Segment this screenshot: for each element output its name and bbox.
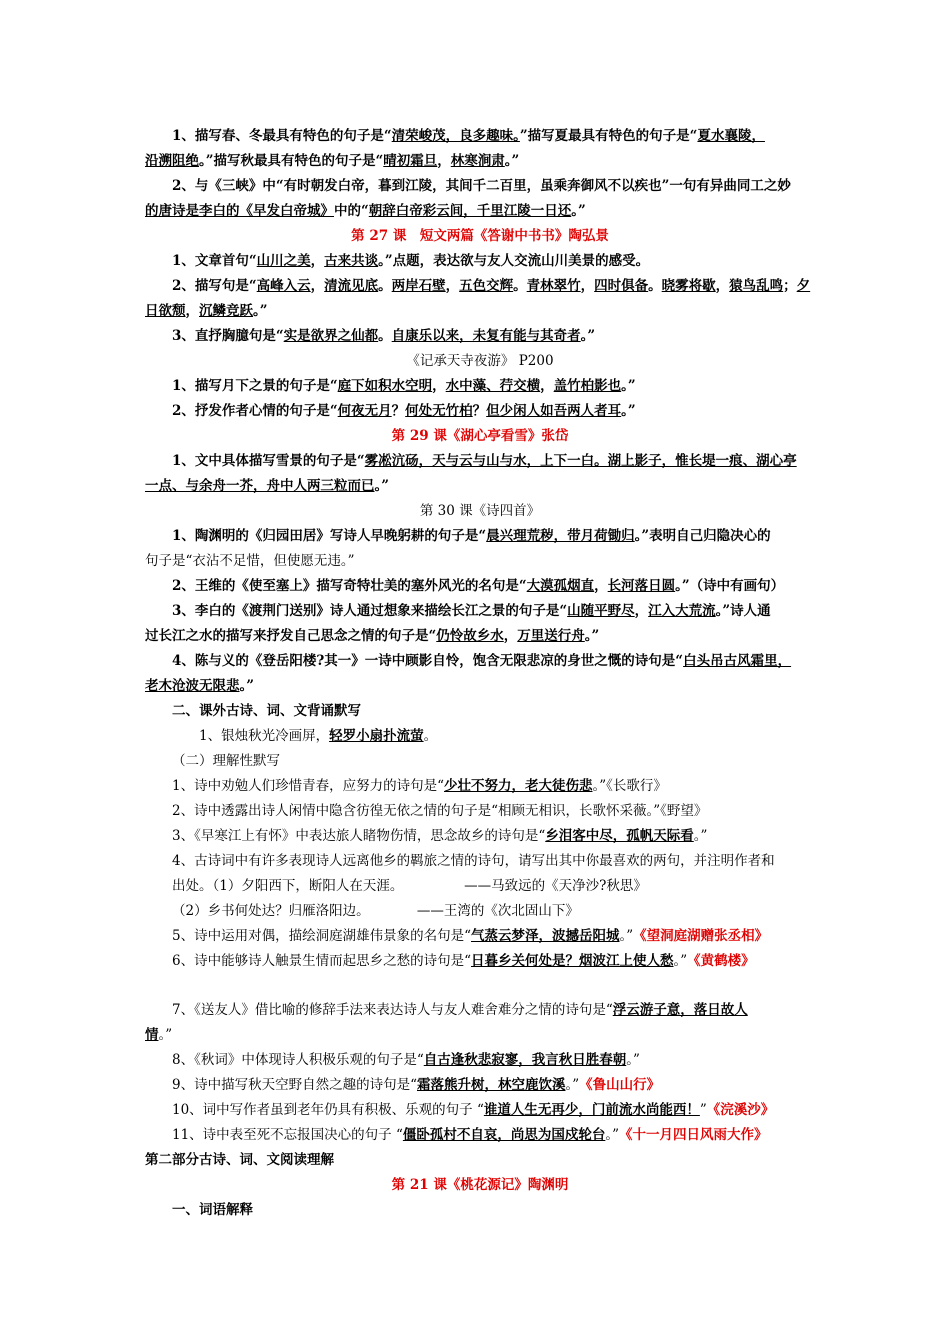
text-segment: 。 [513, 278, 527, 294]
answer-text: 轻罗小扇扑流萤 [329, 728, 424, 744]
answer-text: 水中藻、荇交横 [445, 378, 541, 394]
answer-text: 自康乐以来，未复有能与其奇者 [391, 328, 581, 344]
text-segment: 。” [565, 1077, 580, 1093]
text-segment: ”描写夏最具有特色的句子是“ [519, 128, 698, 144]
text-segment: 。 [378, 278, 392, 294]
text-segment: 。 [378, 328, 392, 344]
answer-text: 一点、与余舟一芥，舟中人两三粒而已 [145, 478, 375, 494]
text-segment: 。” [626, 1052, 640, 1068]
text-segment: 10、词中写作者虽到老年仍具有积极、乐观的句子 “ [172, 1102, 484, 1118]
text-segment: 3、《早寒江上有怀》中表达旅人睹物伤情，思念故乡的诗句是“ [172, 828, 546, 844]
text-line [145, 1198, 815, 1223]
text-segment: ， [310, 278, 325, 294]
text-line [145, 1073, 815, 1098]
answer-text: 实是欲界之仙都 [283, 328, 379, 344]
text-segment: ， [580, 278, 595, 294]
text-segment: 二、课外古诗、词、文背诵默写 [172, 703, 361, 719]
answer-text: 山川之美 [256, 253, 311, 269]
blank-line [145, 974, 815, 998]
text-segment: 。” [158, 1027, 173, 1043]
answer-text: 大漠孤烟直 [526, 578, 595, 594]
answer-text: 庭下如积水空明 [337, 378, 433, 394]
answer-text: 何夜无月 [337, 403, 392, 419]
text-segment: 。” [504, 153, 520, 169]
section-heading [145, 499, 815, 524]
text-line [145, 549, 815, 574]
text-line [145, 1048, 815, 1073]
answer-text: 沿溯阻绝 [145, 153, 199, 169]
text-segment: 一、词语解释 [172, 1202, 253, 1218]
text-segment: ， [185, 303, 199, 319]
text-segment: ， [715, 278, 730, 294]
text-line [145, 574, 815, 599]
text-segment: 2、抒发作者心情的句子是“ [172, 403, 338, 419]
text-segment: ” [699, 1102, 707, 1118]
text-segment: 1、诗中劝勉人们珍惜青春，应努力的诗句是“ [172, 778, 444, 794]
text-segment: 7、《送友人》借比喻的修辞手法来表达诗人与友人难舍难分之情的诗句是“ [172, 1002, 613, 1018]
text-segment: ， [437, 153, 451, 169]
answer-text: 浮云游子意，落日故人 [612, 1002, 748, 1018]
text-segment: 5、诗中运用对偶，描绘洞庭湖雄伟景象的名句是“ [172, 928, 471, 944]
text-segment: 。 [423, 728, 438, 744]
text-line [145, 624, 815, 649]
answer-text: 日暮乡关何处是？烟波江上使人愁 [471, 953, 674, 969]
text-line [145, 599, 815, 624]
text-segment: 。” [374, 478, 390, 494]
answer-text: 四时俱备 [594, 278, 649, 294]
text-segment: 3、直抒胸臆句是“ [172, 328, 284, 344]
answer-text: 猿鸟乱鸣 [729, 278, 784, 294]
text-segment: ， [432, 378, 446, 394]
text-segment: 《记承天寺夜游》 P200 [406, 353, 554, 369]
text-segment: 11、诗中表至死不忘报国决心的句子 “ [172, 1127, 403, 1143]
answer-text: 青林翠竹 [526, 278, 581, 294]
text-line [145, 1148, 815, 1173]
answer-text: 霜落熊升树，林空鹿饮溪 [417, 1077, 566, 1093]
answer-text: 林寒涧肃 [450, 153, 505, 169]
text-line [145, 524, 815, 549]
text-segment: 。” [239, 678, 255, 694]
text-line [145, 749, 815, 774]
source-title: 《望洞庭湖赠张丞相》 [633, 928, 769, 944]
text-line [145, 824, 815, 849]
text-segment: 2、与《三峡》中“有时朝发白帝，暮到江陵，其间千二百里，虽乘奔御风不以疾也”一句有异曲同工之妙 [172, 178, 791, 194]
text-segment: 中的“ [334, 203, 369, 219]
text-segment: 。” [605, 1127, 620, 1143]
answer-text: 江入大荒流 [648, 603, 716, 619]
text-segment: 4、陈与义的《登岳阳楼?其一》一诗中顾影自怜，饱含无限悲凉的身世之慨的诗句是“ [172, 653, 684, 669]
answer-text: 山随平野尽 [567, 603, 635, 619]
section-heading [145, 349, 815, 374]
text-segment: 8、《秋词》中体现诗人积极乐观的句子是“ [172, 1052, 424, 1068]
text-segment: 1、描写春、冬最具有特色的句子是“ [172, 128, 392, 144]
text-line [145, 649, 815, 674]
answer-text: 万里送行舟 [517, 628, 585, 644]
text-segment: 。” [621, 403, 636, 419]
text-segment: 。” [673, 953, 688, 969]
text-segment: 。”诗人通 [715, 603, 771, 619]
text-line [145, 274, 815, 299]
text-line [145, 774, 815, 799]
answer-text: 夕 [796, 278, 811, 294]
text-segment: 1、文章首句“ [172, 253, 257, 269]
text-segment: ， [594, 578, 608, 594]
text-line [145, 949, 815, 974]
text-line [145, 699, 815, 724]
text-segment: 。” [571, 203, 586, 219]
text-segment: ， [540, 378, 554, 394]
answer-text: 清流见底 [324, 278, 379, 294]
text-segment: 2、描写句是“ [172, 278, 257, 294]
text-line [145, 849, 815, 874]
answer-text: 自古逢秋悲寂寥，我言秋日胜春朝 [423, 1052, 627, 1068]
text-segment: ； [783, 278, 797, 294]
section-heading [145, 1173, 815, 1198]
text-line [145, 924, 815, 949]
answer-text: 盖竹柏影也 [553, 378, 622, 394]
text-segment: （2）乡书何处达？归雁洛阳边。 ——王湾的《次北固山下》 [172, 903, 579, 919]
answer-text: 仍怜故乡水 [436, 628, 504, 644]
answer-text: 晴初霜旦 [383, 153, 438, 169]
text-segment: 。” [619, 928, 634, 944]
answer-text: 但少闲人如吾两人者耳 [486, 403, 622, 419]
section-heading [145, 224, 815, 249]
text-line [145, 674, 815, 699]
section-heading [145, 424, 815, 449]
text-line [145, 449, 815, 474]
text-segment: 第 27 课 短文两篇《答谢中书书》陶弘景 [351, 228, 609, 244]
text-segment: 1、描写月下之景的句子是“ [172, 378, 338, 394]
text-segment: 9、诗中描写秋天空野自然之趣的诗句是“ [172, 1077, 417, 1093]
answer-text: 白头吊古风霜里， [683, 653, 792, 669]
text-segment: ， [503, 628, 518, 644]
text-segment: 2、王维的《使至塞上》描写奇特壮美的塞外风光的名句是“ [172, 578, 527, 594]
answer-text: 沉鳞竞跃 [199, 303, 253, 319]
text-line [145, 874, 815, 899]
text-line [145, 1123, 815, 1148]
text-segment: 。”点题，表达欲与友人交流山川美景的感受。 [378, 253, 650, 269]
answer-text: 僵卧孤村不自哀，尚思为国戍轮台 [402, 1127, 606, 1143]
text-segment: 句子是“衣沾不足惜，但使愿无违。” [145, 553, 355, 569]
source-title: 《十一月四日风雨大作》 [619, 1127, 768, 1143]
answer-text: 老木沧波无限悲 [145, 678, 240, 694]
text-segment: ， [310, 253, 325, 269]
text-segment: ？ [472, 403, 487, 419]
text-segment: 出处。（1）夕阳西下，断阳人在天涯。 ——马致远的《天净沙?秋思》 [172, 878, 647, 894]
source-title: 《黄鹤楼》 [687, 953, 755, 969]
source-title: 《鲁山山行》 [579, 1077, 661, 1093]
text-segment: 第 30 课《诗四首》 [419, 503, 541, 519]
text-segment: 。” [580, 328, 596, 344]
text-segment: 。”《长歌行》 [592, 778, 667, 794]
text-segment: 6、诗中能够诗人触景生情而起思乡之愁的诗句是“ [172, 953, 471, 969]
answer-text: 夏水襄陵， [697, 128, 765, 144]
answer-text: 少壮不努力，老大徒伤悲 [444, 778, 593, 794]
answer-text: 的唐诗是李白的《早发白帝城》 [145, 203, 334, 219]
answer-text: 何处无竹柏 [405, 403, 473, 419]
text-line [145, 474, 815, 499]
answer-text: 古来共谈 [324, 253, 379, 269]
text-segment: 4、古诗词中有许多表现诗人远离他乡的羁旅之情的诗句，请写出其中你最喜欢的两句，并注明作者和 [172, 853, 775, 869]
text-line [145, 374, 815, 399]
text-line [145, 799, 815, 824]
text-line [145, 199, 815, 224]
answer-text: 两岸石壁 [391, 278, 446, 294]
text-line [145, 174, 815, 199]
text-line [145, 249, 815, 274]
answer-text: 晨兴理荒秽，带月荷锄归 [486, 528, 635, 544]
answer-text: 五色交辉 [459, 278, 514, 294]
text-line [145, 998, 815, 1023]
text-segment: （二）理解性默写 [172, 753, 280, 769]
text-segment: 。”（诗中有画句） [675, 578, 785, 594]
answer-text: 乡泪客中尽，孤帆天际看 [545, 828, 694, 844]
text-segment: 。”描写秋最具有特色的句子是“ [199, 153, 384, 169]
text-segment: 。” [253, 303, 268, 319]
text-line [145, 124, 815, 149]
text-segment: 3、李白的《渡荆门送别》诗人通过想象来描绘长江之景的句子是“ [172, 603, 568, 619]
source-title: 《浣溪沙》 [706, 1102, 775, 1118]
answer-text: 晓雾将歇 [661, 278, 716, 294]
text-segment: ， [634, 603, 649, 619]
text-segment: 第 29 课《湖心亭看雪》张岱 [391, 428, 569, 444]
answer-text: 雾凇沆砀，天与云与山与水，上下一白。湖上影子，惟长堤一痕、湖心亭 [364, 453, 797, 469]
answer-text: 高峰入云 [256, 278, 311, 294]
text-line [145, 1023, 815, 1048]
document-body [145, 124, 815, 1223]
answer-text: 清荣峻茂，良多趣味。 [391, 128, 520, 144]
text-segment: 。” [584, 628, 600, 644]
text-segment: 第 21 课《桃花源记》陶渊明 [391, 1177, 569, 1193]
text-segment: 第二部分古诗、词、文阅读理解 [145, 1152, 334, 1168]
text-segment: 过长江之水的描写来抒发自己思念之情的句子是“ [145, 628, 437, 644]
text-line [145, 899, 815, 924]
text-segment: ？ [391, 403, 406, 419]
answer-text: 气蒸云梦泽，波撼岳阳城 [471, 928, 620, 944]
answer-text: 谁道人生无再少，门前流水尚能西！ [483, 1102, 700, 1118]
answer-text: 日欲颓 [145, 303, 186, 319]
answer-text: 情 [145, 1027, 159, 1043]
text-segment: 1、文中具体描写雪景的句子是“ [172, 453, 365, 469]
text-segment: ， [445, 278, 460, 294]
text-line [145, 299, 815, 324]
answer-text: 长河落日圆 [607, 578, 676, 594]
answer-text: 朝辞白帝彩云间，千里江陵一日还 [368, 203, 572, 219]
text-line [145, 724, 815, 749]
text-line [145, 1098, 815, 1123]
text-segment: 2、诗中透露出诗人闲情中隐含彷徨无依之情的句子是“相顾无相识，长歌怀采薇。”《野望》 [172, 803, 708, 819]
text-line [145, 149, 815, 174]
text-segment: 。 [648, 278, 662, 294]
text-segment: 。”表明自己归隐决心的 [634, 528, 771, 544]
text-segment: 1、银烛秋光冷画屏， [199, 728, 330, 744]
text-segment: 1、陶渊明的《归园田居》写诗人早晚躬耕的句子是“ [172, 528, 487, 544]
text-segment: 。” [693, 828, 708, 844]
text-segment: 。” [621, 378, 636, 394]
text-line [145, 324, 815, 349]
text-line [145, 399, 815, 424]
